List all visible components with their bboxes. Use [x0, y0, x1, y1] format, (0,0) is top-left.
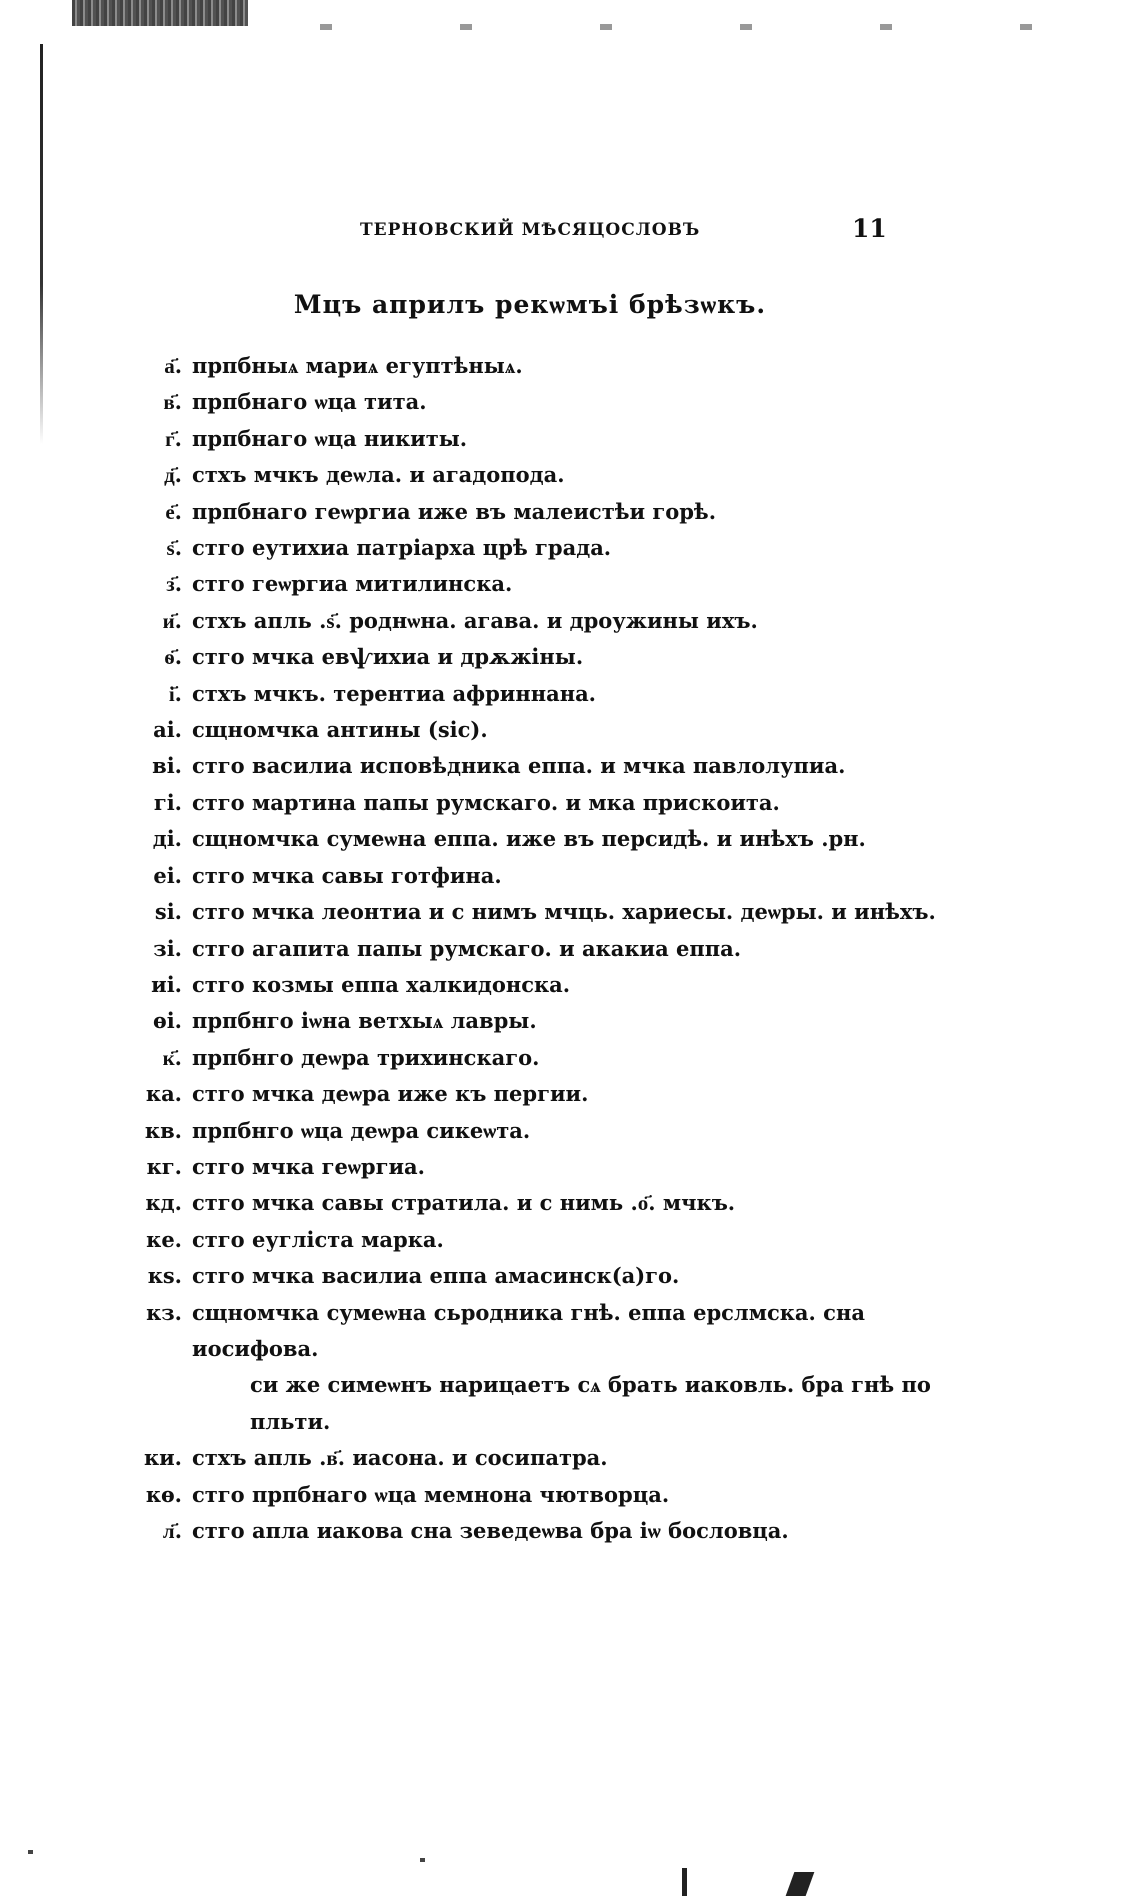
calendar-entry — [132, 821, 972, 857]
calendar-entry — [132, 712, 972, 748]
entry-text — [192, 530, 972, 566]
entry-line: прпбныѧ мариѧ егуптѣныѧ. — [192, 353, 523, 378]
entry-day-number: д҃. — [164, 462, 182, 488]
entry-line: стго еугліста марка. — [192, 1226, 444, 1252]
entry-line: стго мчка геѡргиа. — [192, 1153, 425, 1179]
calendar-entry — [132, 967, 972, 1003]
entry-day-number: еі. — [153, 862, 182, 888]
month-heading: Мцъ априлъ рекѡмъі брѣзѡкъ. — [293, 290, 767, 319]
entry-text — [192, 821, 972, 857]
entry-line: стго мчка савы готфина. — [192, 862, 502, 888]
entry-text — [192, 1440, 972, 1476]
entry-line: прпбнаго ѡца тита. — [192, 389, 427, 415]
scan-artifact-top — [72, 0, 248, 26]
calendar-entry — [132, 1477, 972, 1513]
scan-artifact-bottom-blot — [786, 1872, 815, 1896]
calendar-entry — [132, 603, 972, 639]
entry-day-number: ке. — [146, 1226, 182, 1252]
entry-text — [192, 639, 972, 675]
entry-line: сщномчка антины (sic). — [192, 717, 488, 743]
entry-text — [192, 748, 972, 784]
entry-text — [192, 1040, 972, 1076]
entry-line: сщномчка сумеѡна сьродника гнѣ. еппа ерслмска. сна иосифова. — [192, 1299, 865, 1361]
running-head — [140, 214, 900, 250]
entry-line: стго геѡргиа митилинска. — [192, 571, 513, 597]
entry-text — [192, 858, 972, 894]
entry-text — [192, 384, 972, 420]
calendar-entry — [132, 639, 972, 675]
calendar-entry — [132, 1003, 972, 1039]
calendar-entry — [132, 384, 972, 420]
calendar-entry — [132, 421, 972, 457]
entry-line: стхъ мчкъ. терентиа африннана. — [192, 680, 596, 706]
entry-day-number: и҃. — [162, 607, 182, 633]
entry-line: стго мчка василиа еппа амасинск(а)го. — [192, 1263, 680, 1289]
calendar-entry — [132, 1185, 972, 1221]
scan-margin-line — [40, 44, 43, 444]
entry-line: стхъ апль .в҃. иасона. и сосипатра. — [192, 1445, 608, 1471]
entry-day-number: з҃. — [166, 571, 182, 597]
entry-text — [192, 603, 972, 639]
calendar-entry — [132, 785, 972, 821]
entry-day-number: ѕ҃. — [166, 535, 182, 561]
calendar-entry — [132, 1222, 972, 1258]
entry-day-number: ѕі. — [154, 899, 182, 925]
entry-text — [192, 1222, 972, 1258]
entry-day-number: кз. — [146, 1299, 182, 1325]
calendar-entry — [132, 894, 972, 930]
entry-text — [192, 894, 972, 930]
entry-text — [192, 1258, 972, 1294]
entry-day-number: е҃. — [165, 498, 182, 524]
entry-text — [192, 1185, 972, 1221]
entry-day-number: ѳі. — [153, 1008, 182, 1034]
entry-line: стго апла иакова сна зеведеѡва бра іѡ бословца. — [192, 1518, 789, 1543]
calendar-entry — [132, 748, 972, 784]
entry-day-number: кв. — [144, 1117, 182, 1143]
entry-line: стго мчка леонтиа и с нимъ мчць. хариесы. деѡры. и инѣхъ. — [192, 899, 936, 925]
entry-text — [192, 348, 972, 384]
entry-text — [192, 1513, 972, 1549]
entry-day-number: в҃. — [163, 389, 182, 415]
entry-text — [192, 1076, 972, 1112]
calendar-entry — [132, 566, 972, 602]
calendar-entry — [132, 494, 972, 530]
entry-line: прпбнго деѡра трихинскаго. — [192, 1044, 540, 1070]
entry-line: стго василиа исповѣдника еппа. и мчка павлолупиа. — [192, 753, 846, 779]
entry-line: стхъ мчкъ деѡла. и агадопода. — [192, 462, 565, 488]
calendar-entry — [132, 1295, 972, 1441]
page-number: 11 — [852, 214, 887, 243]
entry-day-number: кѳ. — [145, 1481, 182, 1507]
calendar-entry — [132, 676, 972, 712]
entry-text — [192, 931, 972, 967]
entry-text — [192, 494, 972, 530]
entry-text — [192, 1003, 972, 1039]
calendar-entry — [132, 858, 972, 894]
entry-line: прпбнаго геѡргиа иже въ малеистѣи горѣ. — [192, 498, 717, 524]
entry-line: стго агапита папы румскаго. и акакиа еппа. — [192, 935, 742, 961]
entry-text — [192, 421, 972, 457]
calendar-entry — [132, 457, 972, 493]
calendar-entry — [132, 1258, 972, 1294]
entry-text — [192, 712, 972, 748]
entry-continuation-line: си же симеѡнъ нарицаетъ сѧ брать иаковль. бра гнѣ по — [250, 1372, 931, 1398]
entry-line: сщномчка сумеѡна еппа. иже въ персидѣ. и инѣхъ .рн. — [192, 826, 866, 852]
calendar-entry — [132, 1040, 972, 1076]
entry-text — [192, 1295, 972, 1441]
entry-text — [192, 457, 972, 493]
calendar-entry — [132, 1076, 972, 1112]
calendar-entry — [132, 931, 972, 967]
entry-day-number: г҃. — [165, 425, 182, 451]
entry-day-number: ві. — [152, 753, 182, 779]
entry-line: стго прпбнаго ѡца мемнона чютворца. — [192, 1481, 670, 1507]
entry-day-number: а҃. — [164, 353, 182, 378]
entry-text — [192, 1113, 972, 1149]
calendar-entries — [132, 348, 972, 1549]
entry-line: стго мчка евѱихиа и дрѫжіны. — [192, 644, 584, 670]
calendar-entry — [132, 530, 972, 566]
entry-line: прпбнго ѡца деѡра сикеѡта. — [192, 1117, 531, 1143]
calendar-entry — [132, 1113, 972, 1149]
entry-day-number: ѳ҃. — [164, 644, 182, 670]
entry-line: стго мартина папы румскаго. и мка прискоита. — [192, 789, 780, 815]
entry-day-number: к҃. — [162, 1044, 182, 1070]
entry-line: стго козмы еппа халкидонска. — [192, 971, 571, 997]
entry-line: стхъ апль .ѕ҃. роднѡна. агава. и дроужины ихъ. — [192, 607, 758, 633]
entry-day-number: зі. — [153, 935, 182, 961]
scan-artifact-bottom-stroke — [682, 1868, 687, 1896]
entry-text — [192, 1477, 972, 1513]
entry-day-number: гі. — [153, 789, 182, 815]
calendar-entry — [132, 1513, 972, 1549]
entry-line: прпбнго іѡна ветхыѧ лавры. — [192, 1008, 537, 1034]
scan-artifact-dot — [420, 1858, 425, 1862]
calendar-entry — [132, 1440, 972, 1476]
scan-artifact-dot — [28, 1850, 33, 1854]
entry-day-number: ки. — [143, 1445, 182, 1471]
running-title: ТЕРНОВСКИЙ МѢСЯЦОСЛОВЪ — [360, 220, 701, 240]
entry-text — [192, 566, 972, 602]
entry-day-number: кг. — [146, 1153, 182, 1179]
calendar-entry — [132, 1149, 972, 1185]
entry-day-number: і҃. — [168, 680, 182, 706]
entry-line: стго еутихиа патріарха црѣ града. — [192, 535, 612, 561]
entry-day-number: кѕ. — [147, 1263, 182, 1289]
entry-text — [192, 785, 972, 821]
entry-line: прпбнаго ѡца никиты. — [192, 425, 468, 451]
entry-line: стго мчка савы стратила. и с нимь .о҃. мчкъ. — [192, 1190, 736, 1216]
entry-day-number: ді. — [152, 826, 182, 852]
entry-day-number: л҃. — [162, 1518, 182, 1543]
entry-text — [192, 1149, 972, 1185]
entry-continuation-line: пльти. — [250, 1408, 331, 1434]
entry-day-number: иі. — [151, 971, 182, 997]
entry-text — [192, 676, 972, 712]
entry-day-number: ка. — [145, 1081, 182, 1107]
calendar-entry — [132, 348, 972, 384]
entry-day-number: аі. — [153, 717, 182, 743]
entry-day-number: кд. — [145, 1190, 182, 1216]
scan-artifact-dots — [260, 24, 1120, 30]
entry-text — [192, 967, 972, 1003]
entry-line: стго мчка деѡра иже къ пергии. — [192, 1081, 589, 1107]
